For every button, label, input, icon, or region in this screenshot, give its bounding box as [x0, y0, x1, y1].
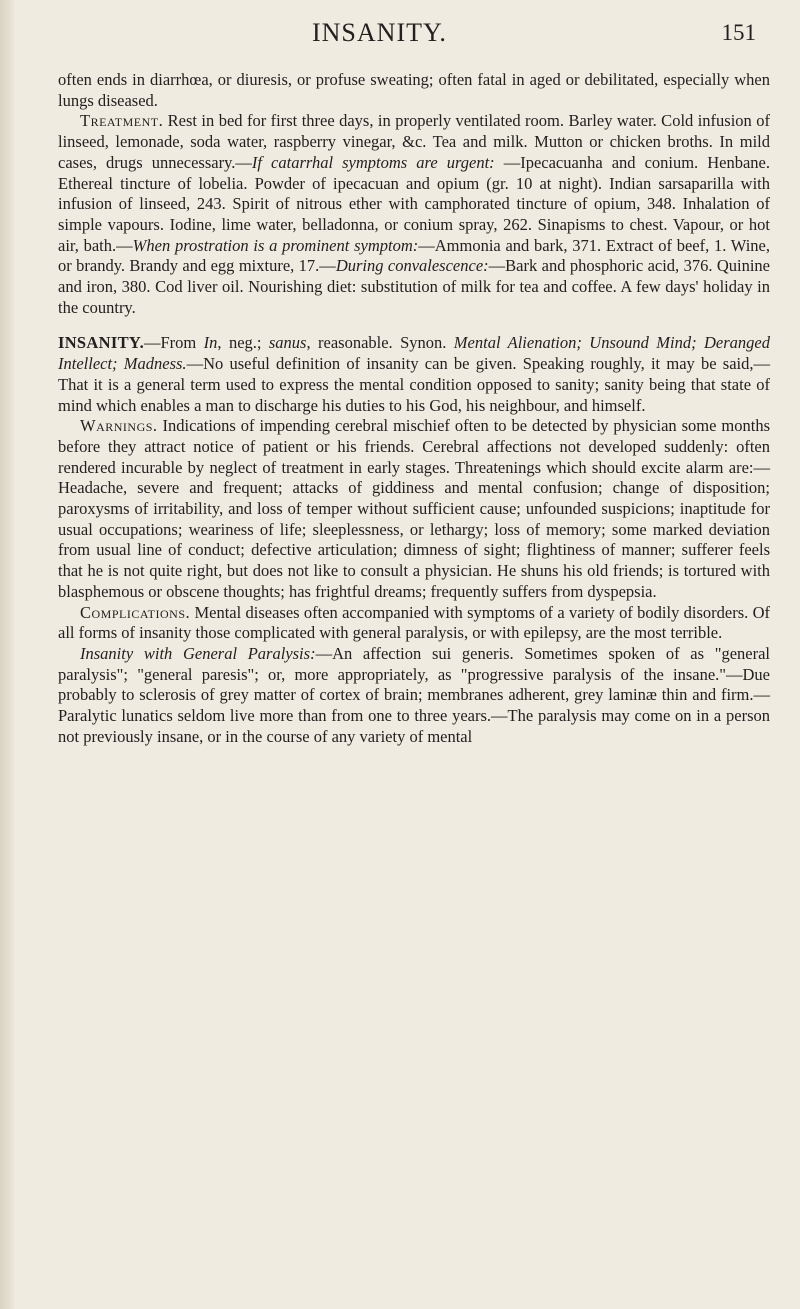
italic-run: In: [203, 333, 218, 353]
page-gutter-shadow: [0, 0, 14, 1309]
text-run: Mental diseases often accompanied with symptoms of a variety of bodily disorders. Of all forms of insanity those complicated with general paralysis, or with epilepsy, are the most terrible.: [58, 602, 770, 643]
section-heading-treatment: Treatment.: [80, 111, 164, 131]
subheading-general-paralysis: Insanity with General Paralysis:: [80, 643, 316, 663]
section-heading-warnings: Warnings.: [80, 416, 158, 436]
paragraph-general-paralysis: [58, 644, 770, 748]
text-run: —Bark and phosphoric acid, 376. Quinine and iron, 380. Cod liver oil. Nourishing diet: substitution of milk for tea and coffee. A few days' holiday in the country.: [58, 256, 771, 317]
paragraph-warnings: [58, 416, 770, 602]
text-run: often ends in diarrhœa, or diuresis, or profuse sweating; often fatal in aged or debilitated, especially when lungs diseased.: [58, 70, 770, 110]
italic-run: Mental Alienation; Unsound Mind; Deranged Intellect; Madness.: [58, 333, 770, 374]
text-run: Indications of impending cerebral mischief often to be detected by physician some months before they attract notice of patient or his friends. Cerebral affections not developed suddenly: often rendered incurable by neglect of treatment in early stages. Threatenings which should excite alarm are:—Headache, severe and frequent; attacks of giddiness and mental confusion; change of disposition; paroxysms of irritability, and loss of temper without sufficient cause; unfounded suspicions; inaptitude for usual occupations; weariness of life; sleeplessness, or lethargy; loss of memory; some marked deviation from usual line of conduct; defective articulation; dimness of sight; flightiness of manner; sufferer feels that he is not quite right, but does not like to consult a physician. He shuns his old friends; is tortured with blasphemous or obscene thoughts; has frightful dreams; frequently suffers from dyspepsia.: [58, 416, 770, 601]
paragraph-treatment: [58, 111, 770, 318]
entry-heading-insanity: INSANITY.: [58, 333, 144, 353]
text-run: —Ipecacuanha and conium. Henbane. Ethereal tincture of lobelia. Powder of ipecacuan and opium (gr. 10 at night). Indian sarsaparilla with infusion of linseed, 243. Spirit of nitrous ether with camphorated tincture of opium, 348. Inhalation of simple vapours. Iodine, lime water, belladonna, or conium spray, 262. Sinapisms to chest. Vapour, or hot air, bath.—: [58, 152, 770, 255]
running-head-title: INSANITY.: [312, 18, 447, 47]
text-run: —Ammonia and bark, 371. Extract of beef, 1. Wine, or brandy. Brandy and egg mixture, 17.—: [58, 235, 770, 276]
text-run: Rest in bed for first three days, in properly ventilated room. Barley water. Cold infusion of linseed, lemonade, soda water, raspberry vinegar, &c. Tea and milk. Mutton or chicken broths. In mild cases, drugs unnecessary.—: [58, 111, 770, 172]
page-number: 151: [721, 20, 756, 45]
text-run: —No useful definition of insanity can be given. Speaking roughly, it may be said,—That it is a general term used to express the mental condition opposed to sanity; sanity being that state of mind which enables a man to discharge his duties to his God, his neighbour, and himself.: [58, 354, 770, 415]
text-run: , reasonable. Synon.: [306, 333, 454, 353]
italic-run: If catarrhal symptoms are urgent:: [251, 152, 495, 172]
running-head: [60, 18, 760, 50]
paragraph-complications: [58, 603, 770, 644]
body-text: [58, 70, 770, 748]
italic-run: When prostration is a prominent symptom:: [132, 235, 419, 255]
text-run: —An affection sui generis. Sometimes spoken of as "general paralysis"; "general paresis"; or, more appropriately, as "progressive paralysis of the insane."—Due probably to sclerosis of grey matter of cortex of brain; membranes adherent, grey laminæ thin and firm.—Paralytic lunatics seldom live more than from one to three years.—The paralysis may come on in a person not previously insane, or in the course of any variety of mental: [58, 643, 770, 746]
text-run: , neg.;: [217, 333, 269, 353]
text-run: —From: [144, 333, 204, 353]
paragraph-fever-continuation: [58, 70, 770, 111]
italic-run: sanus: [268, 333, 307, 353]
italic-run: During convalescence:: [335, 256, 489, 276]
section-heading-complications: Complications.: [80, 602, 191, 622]
paragraph-insanity-entry: [58, 333, 770, 416]
